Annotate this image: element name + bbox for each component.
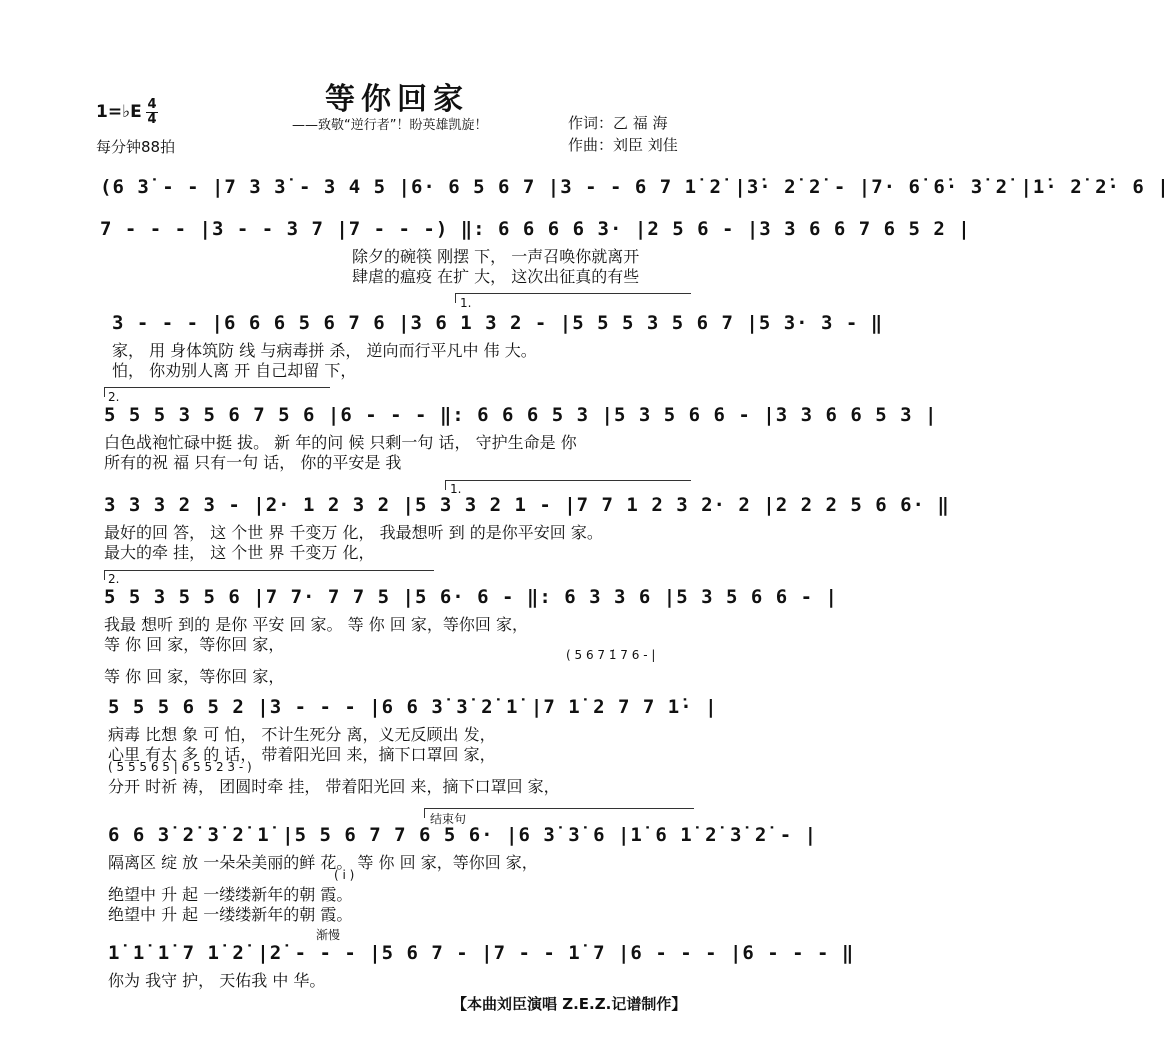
volta-bracket-edge xyxy=(445,480,446,490)
time-signature xyxy=(146,98,158,127)
volta-bracket-edge xyxy=(104,387,105,397)
volta-2b: 2. xyxy=(108,572,120,586)
lyric-3-1: 白色战袍忙碌中挺 拔。 新 年的问 候 只剩一句 话， 守护生命是 你 xyxy=(104,433,577,452)
volta-1: 1. xyxy=(460,296,472,310)
lyric-4-1: 最好的回 答， 这 个世 界 千变万 化， 我最想听 到 的是你平安回 家。 xyxy=(104,523,603,542)
volta-1b: 1. xyxy=(450,482,462,496)
lyric-6-2: 心里 有太 多 的 话， 带着阳光回 来，摘下口罩回 家， xyxy=(108,745,496,764)
composer: 作曲：刘臣 刘佳 xyxy=(568,136,678,154)
volta-bracket xyxy=(104,570,434,571)
notation-line-1: 7 - - - |3 - - 3 7 |7 - - -) ‖: 6 6 6 6 3· |2 5 6 - |3 3 6 6 7 6 5 2 | xyxy=(100,218,971,240)
volta-bracket xyxy=(104,387,330,388)
lyric-1-1: 除夕的碗筷 刚摆 下， 一声召唤你就离开 xyxy=(352,247,640,266)
lyricist: 作词：乙 福 海 xyxy=(568,114,668,132)
notation-line-5: 5 5 3 5 5 6 |7 7· 7 7 5 |5 6· 6 - ‖: 6 3 3 6 |5 3 5 6 6 - | xyxy=(104,586,838,608)
tempo-marking: 渐慢 xyxy=(316,928,341,942)
volta-bracket-edge xyxy=(455,293,456,303)
volta-bracket-edge xyxy=(104,570,105,580)
notation-line-6: 5 5 5 6 5 2 |3 - - - |6 6 3̇ 3̇ 2̇ 1̇ |7 1̇ 2 7 7 1̇· | xyxy=(108,696,718,718)
small-notes-7: ( i ) xyxy=(334,868,355,882)
footer-credit: 【本曲刘臣演唱 Z.E.Z.记谱制作】 xyxy=(452,995,687,1013)
notation-line-7: 6 6 3̇ 2̇ 3̇ 2̇ 1̇ |5 5 6 7 7 6 5 6· |6 3̇ 3̇ 6 |1̇ 6 1̇ 2̇ 3̇ 2̇ - | xyxy=(108,824,818,846)
ending-bracket-edge xyxy=(424,808,425,818)
lyric-1-2: 肆虐的瘟疫 在扩 大， 这次出征真的有些 xyxy=(352,267,640,286)
lyric-5-2: 等 你 回 家，等你回 家， xyxy=(104,635,285,654)
notation-line-8: 1̇ 1̇ 1̇ 7 1̇ 2̇ |2̇ - - - |5 6 7 - |7 - - 1̇ 7 |6 - - - |6 - - - ‖ xyxy=(108,942,855,964)
lyric-2-1: 家， 用 身体筑防 线 与病毒拼 杀， 逆向而行平凡中 伟 大。 xyxy=(112,341,537,360)
lyric-6-3: 分开 时祈 祷， 团圆时牵 挂， 带着阳光回 来，摘下口罩回 家， xyxy=(108,777,560,796)
notation-line-2: 3 - - - |6 6 6 5 6 7 6 |3 6 1 3 2 - |5 5 5 3 5 6 7 |5 3· 3 - ‖ xyxy=(112,312,884,334)
song-title: 等你回家 xyxy=(325,82,469,117)
time-top: 4 xyxy=(147,97,157,112)
ending-tag: 结束句 xyxy=(430,812,467,826)
lyric-8-1: 你为 我守 护， 天佑我 中 华。 xyxy=(108,971,326,990)
subtitle: ——致敬“逆行者”！盼英雄凯旋！ xyxy=(292,118,488,133)
notation-line-3: 5 5 5 3 5 6 7 5 6 |6 - - - ‖: 6 6 6 5 3 |5 3 5 6 6 - |3 3 6 6 5 3 | xyxy=(104,404,938,426)
lyric-4-2: 最大的牵 挂， 这 个世 界 千变万 化， xyxy=(104,543,375,562)
notation-line-4: 3 3 3 2 3 - |2· 1 2 3 2 |5 3 3 2 1 - |7 7 1 2 3 2· 2 |2 2 2 5 6 6· ‖ xyxy=(104,494,950,516)
lyric-5-3: 等 你 回 家，等你回 家， xyxy=(104,667,285,686)
lyric-5-1: 我最 想听 到的 是你 平安 回 家。 等 你 回 家，等你回 家， xyxy=(104,615,528,634)
lyric-7-2: 绝望中 升 起 一缕缕新年的朝 霞。 xyxy=(108,885,353,904)
lyric-6-1: 病毒 比想 象 可 怕， 不计生死分 离，义无反顾出 发， xyxy=(108,725,496,744)
key-signature: 1=♭E xyxy=(96,102,142,122)
ending-bracket xyxy=(424,808,694,809)
notation-line-0: (6 3̇ - - |7 3 3̇ - 3 4 5 |6· 6 5 6 7 |3 - - 6 7 1̇ 2̇ |3̇· 2̇ 2̇ - |7· 6̇ 6̇· 3̇ 2̇ |1̇· 2̇ 2̇· 6 | xyxy=(100,176,1170,198)
small-notes-6: ( 5 5 5 6 5 | 6 5 5 2 3 - ) xyxy=(108,760,252,774)
lyric-3-2: 所有的祝 福 只有一句 话， 你的平安是 我 xyxy=(104,453,402,472)
lyric-7-1: 隔离区 绽 放 一朵朵美丽的鲜 花。 等 你 回 家，等你回 家， xyxy=(108,853,538,872)
small-notes-5: ( 5 6 7 1̇ 7 6 - | xyxy=(566,648,656,662)
tempo: 每分钟88拍 xyxy=(96,138,176,156)
time-bottom: 4 xyxy=(147,112,157,127)
lyric-2-2: 怕， 你劝别人离 开 自己却留 下， xyxy=(112,361,357,380)
volta-bracket xyxy=(445,480,691,481)
volta-bracket xyxy=(455,293,691,294)
lyric-7-3: 绝望中 升 起 一缕缕新年的朝 霞。 xyxy=(108,905,353,924)
volta-2: 2. xyxy=(108,390,120,404)
